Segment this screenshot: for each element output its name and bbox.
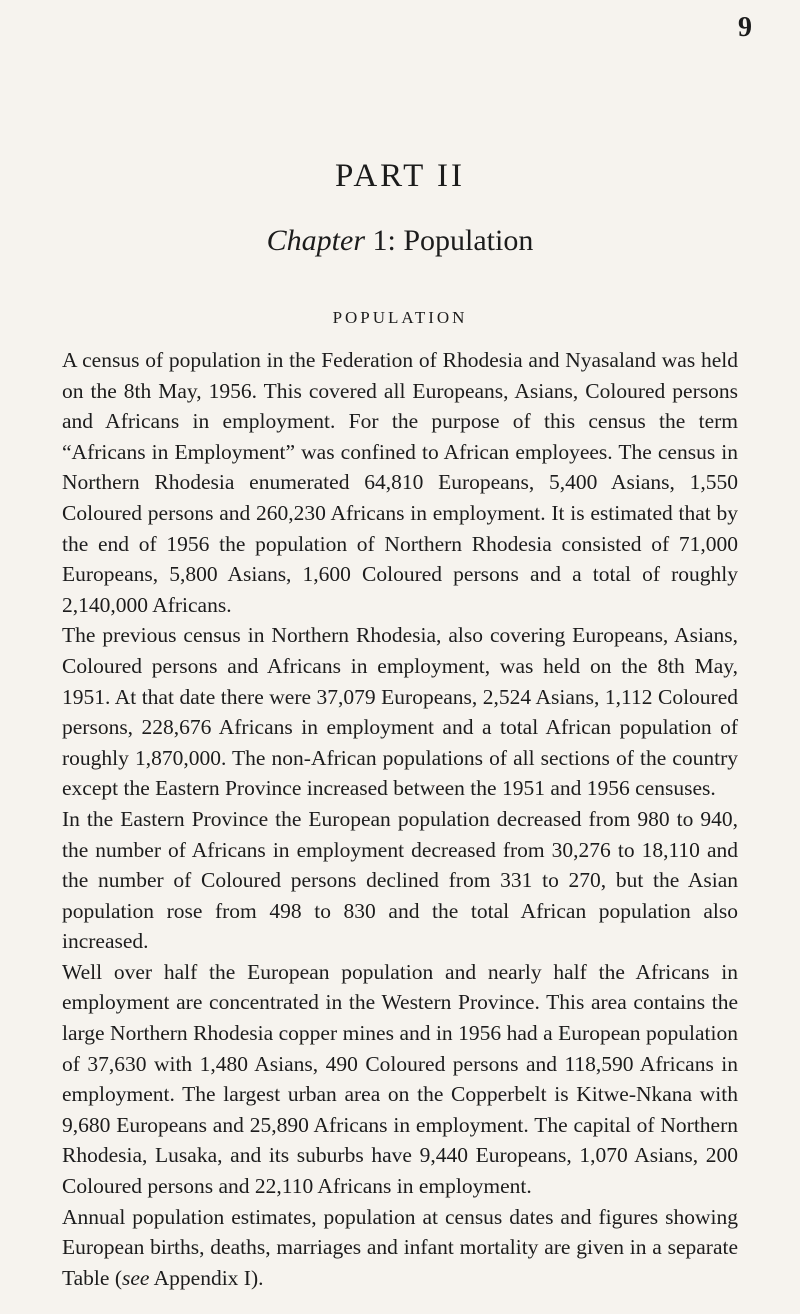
- section-heading: POPULATION: [332, 308, 468, 327]
- appendix-reference: Appendix I).: [149, 1265, 264, 1290]
- page-number: 9: [738, 12, 752, 43]
- paragraph-western-province: Well over half the European population and nearly half the Africans in employment are concentrated in the Western Province. This area contains the large Northern Rhodesia copper mines and in 1956 had a European population of 37,630 with 1,480 Asians, 490 Coloured persons and 118,590 Africans in employment. The largest urban area on the Copperbelt is Kitwe-Nkana with 9,680 Europeans and 25,890 Africans in employment. The capital of Northern Rhodesia, Lusaka, and its suburbs have 9,440 Europeans, 1,070 Asians, 200 Coloured persons and 22,110 Africans in employment.: [62, 959, 738, 1199]
- paragraph-annual-estimates: [62, 1202, 738, 1294]
- body-text: [62, 345, 738, 1293]
- paragraph-census-1956: A census of population in the Federation of Rhodesia and Nyasaland was held on the 8th May, 1956. This covered all Europeans, Asians, Coloured persons and Africans in employment. For the purpose of this census the term “Africans in Employment” was confined to African employees. The census in Northern Rhodesia enumerated 64,810 Europeans, 5,400 Asians, 1,550 Coloured persons and 260,230 Africans in employment. It is estimated that by the end of 1956 the population of Northern Rhodesia consisted of 71,000 Europeans, 5,800 Asians, 1,600 Coloured persons and a total of roughly 2,140,000 Africans.: [62, 348, 738, 617]
- part-title: PART II: [335, 158, 465, 194]
- annual-estimates-text: Annual population estimates, population at census dates and figures showing European births, deaths, marriages and infant mortality are given in a separate Table (: [62, 1204, 738, 1290]
- paragraph-eastern-province: In the Eastern Province the European population decreased from 980 to 940, the number of Africans in employment decreased from 30,276 to 18,110 and the number of Coloured persons declined from 331 to 270, but the Asian population rose from 498 to 830 and the total African population also increased.: [62, 806, 738, 954]
- paragraph-census-1951: The previous census in Northern Rhodesia, also covering Europeans, Asians, Coloured persons and Africans in employment, was held on the 8th May, 1951. At that date there were 37,079 Europeans, 2,524 Asians, 1,112 Coloured persons, 228,676 Africans in employment and a total African population of roughly 1,870,000. The non-African populations of all sections of the country except the Eastern Province increased between the 1951 and 1956 censuses.: [62, 623, 738, 801]
- chapter-title: [0, 224, 800, 258]
- chapter-label: Chapter: [266, 224, 365, 257]
- chapter-name: 1: Population: [365, 224, 534, 257]
- see-reference: see: [121, 1265, 150, 1290]
